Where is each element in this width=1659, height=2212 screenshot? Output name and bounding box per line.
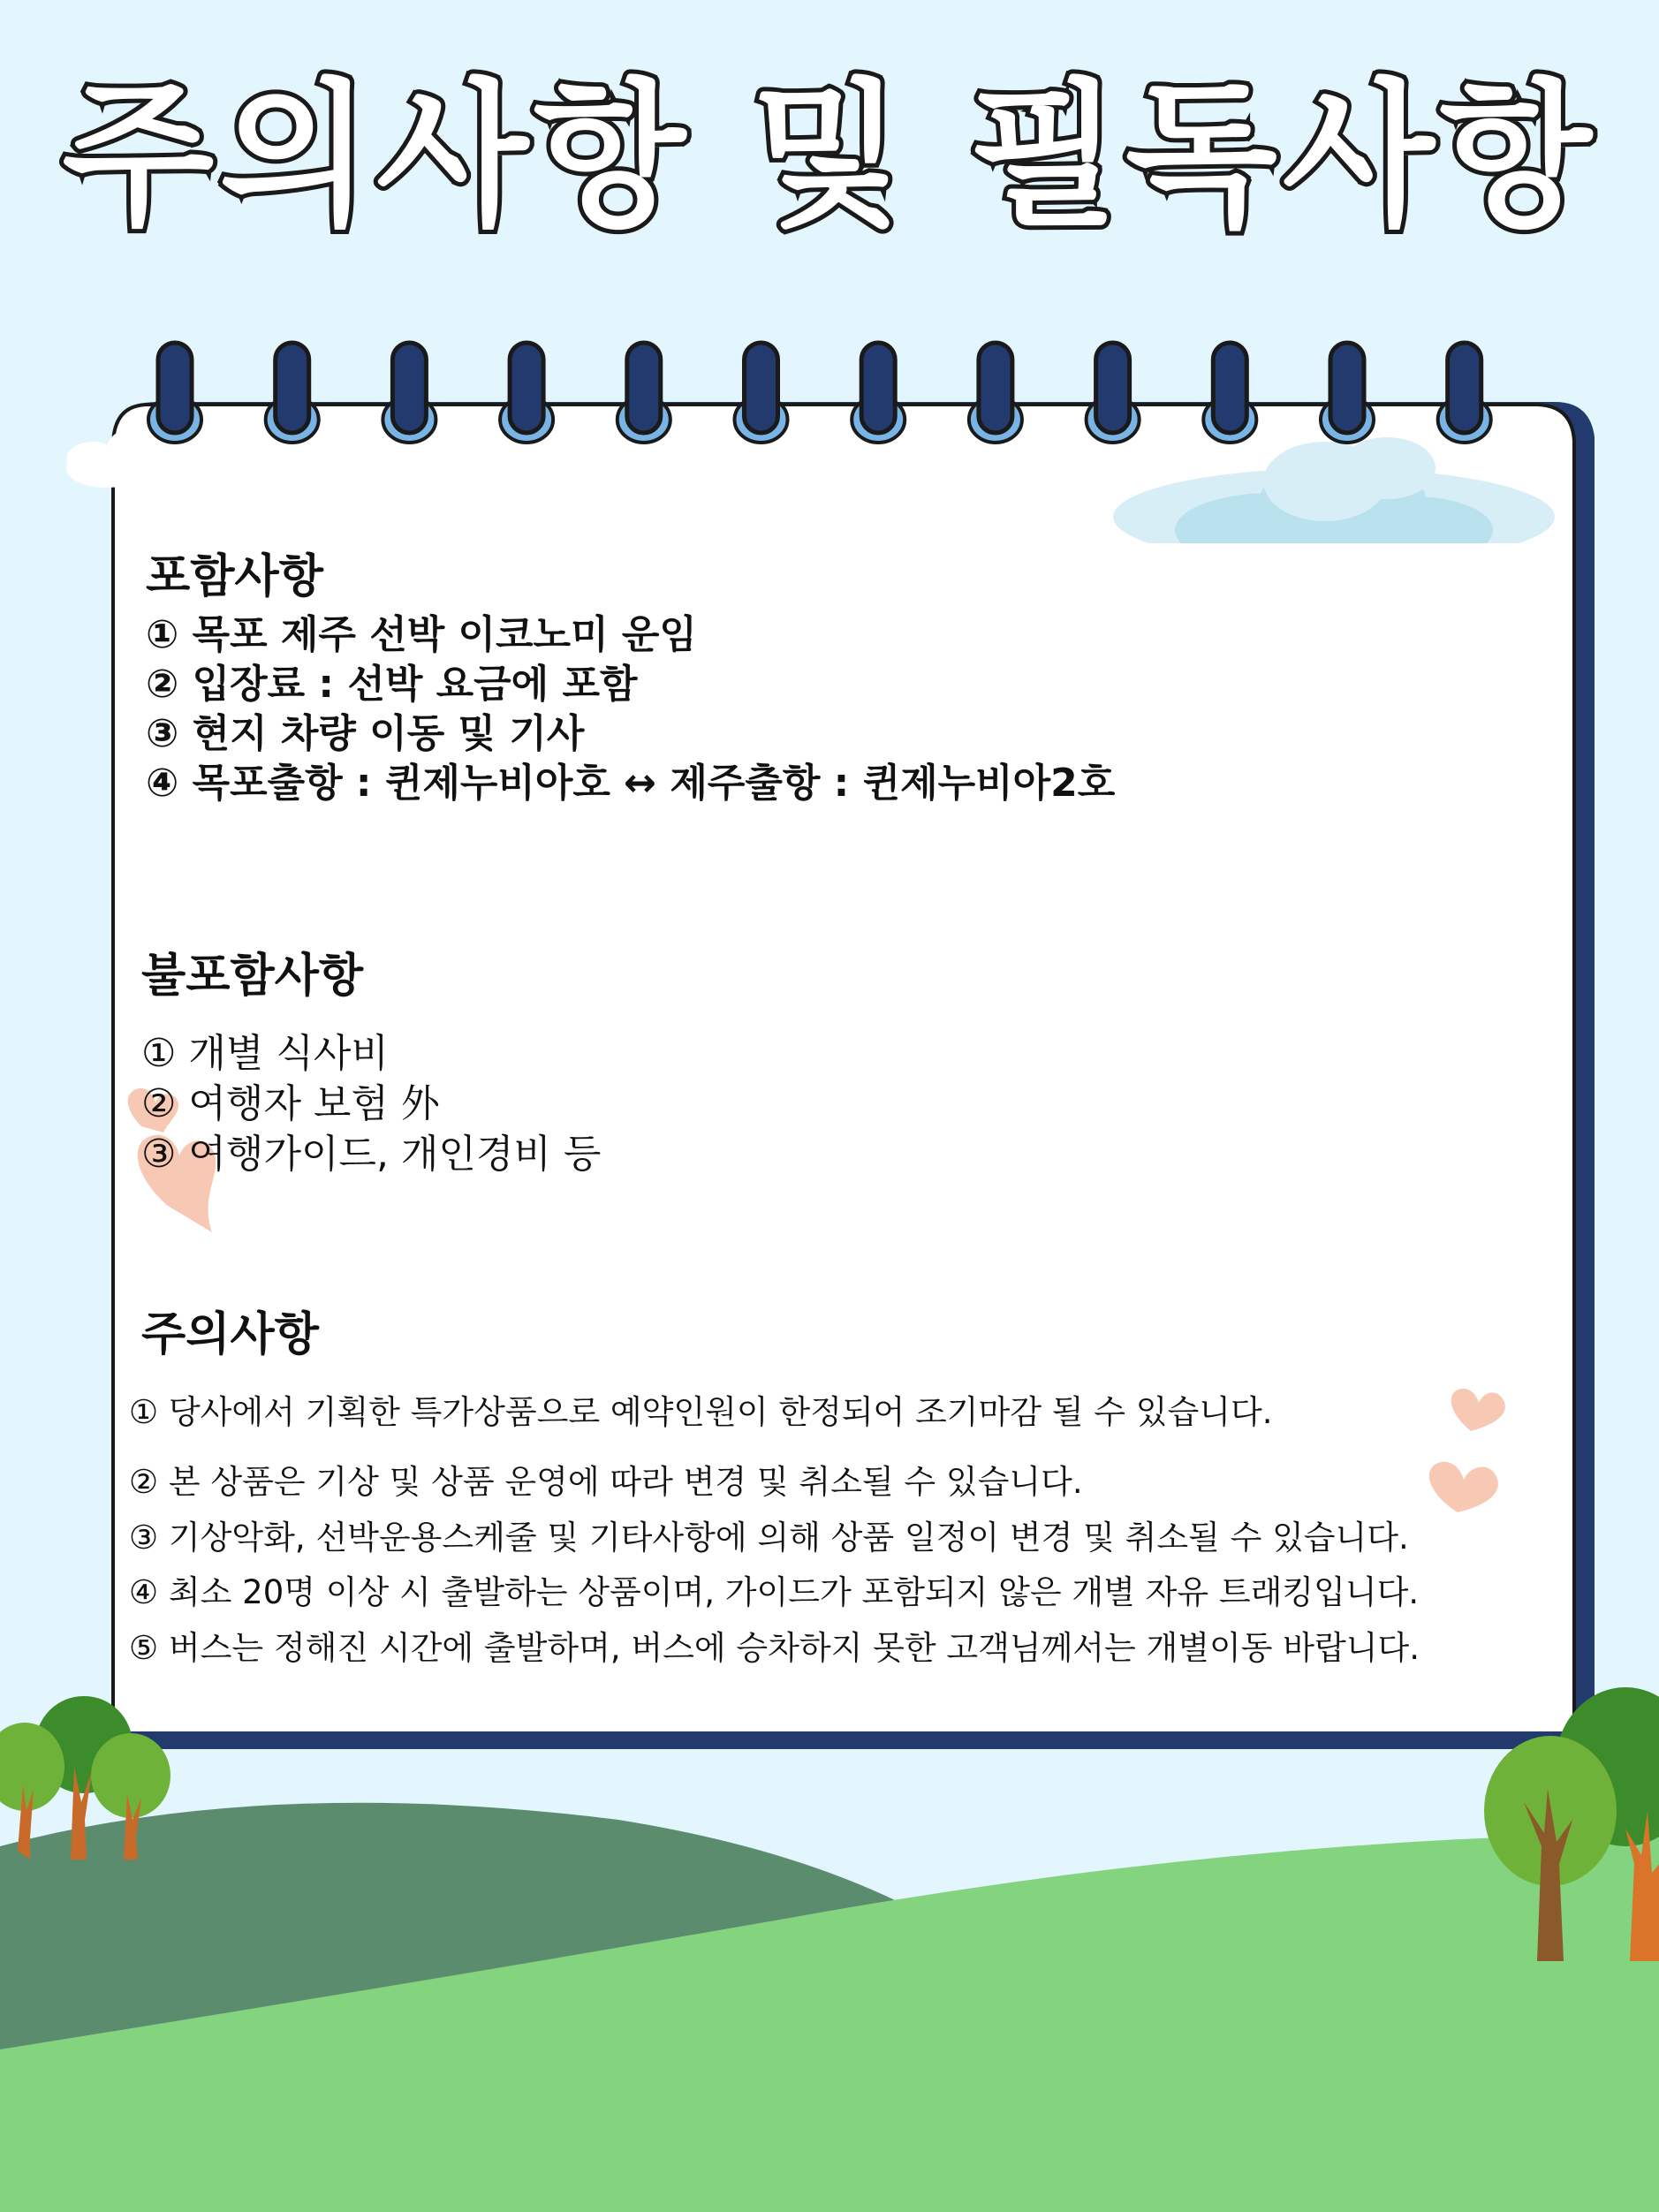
binder-ring [1096, 343, 1130, 433]
included-item: ① 목포 제주 선박 이코노미 운임 [146, 612, 697, 657]
page-title: 주의사항 및 필독사항 [62, 64, 1597, 247]
caution-item: ④ 최소 20명 이상 시 출발하는 상품이며, 가이드가 포함되지 않은 개별 자유 트래킹입니다. [129, 1573, 1420, 1611]
caution-item: ⑤ 버스는 정해진 시간에 출발하며, 버스에 승차하지 못한 고객님께서는 개별이동 바랍니다. [129, 1629, 1420, 1667]
binder-ring [861, 343, 895, 433]
excluded-heading: 불포함사항 [141, 950, 364, 1003]
caution-item: ③ 기상악화, 선박운용스케줄 및 기타사항에 의해 상품 일정이 변경 및 취소될 수 있습니다. [129, 1519, 1409, 1557]
included-item: ③ 현지 차량 이동 및 기사 [146, 711, 585, 756]
excluded-item: ② 여행자 보험 外 [141, 1081, 440, 1126]
included-item: ④ 목포출항 : 퀸제누비아호 ↔ 제주출항 : 퀸제누비아2호 [146, 761, 1116, 806]
binder-ring [1330, 343, 1364, 433]
binder-ring [158, 343, 192, 433]
binder-ring [979, 343, 1012, 433]
cautions-heading: 주의사항 [141, 1308, 319, 1361]
binder-ring [627, 343, 661, 433]
binder-ring [510, 343, 543, 433]
binder-ring [745, 343, 778, 433]
caution-item: ① 당사에서 기획한 특가상품으로 예약인원이 한정되어 조기마감 될 수 있습니다. [129, 1393, 1273, 1431]
binder-ring [276, 343, 309, 433]
included-heading: 포함사항 [146, 550, 323, 603]
binder-ring [1213, 343, 1246, 433]
caution-item: ② 본 상품은 기상 및 상품 운영에 따라 변경 및 취소될 수 있습니다. [129, 1463, 1083, 1501]
binder-ring [392, 343, 426, 433]
excluded-item: ③ 여행가이드, 개인경비 등 [141, 1132, 602, 1177]
included-item: ② 입장료 : 선박 요금에 포함 [146, 662, 638, 707]
hills [0, 1803, 1659, 2212]
binder-ring [1448, 343, 1481, 433]
excluded-item: ① 개별 식사비 [141, 1031, 389, 1076]
